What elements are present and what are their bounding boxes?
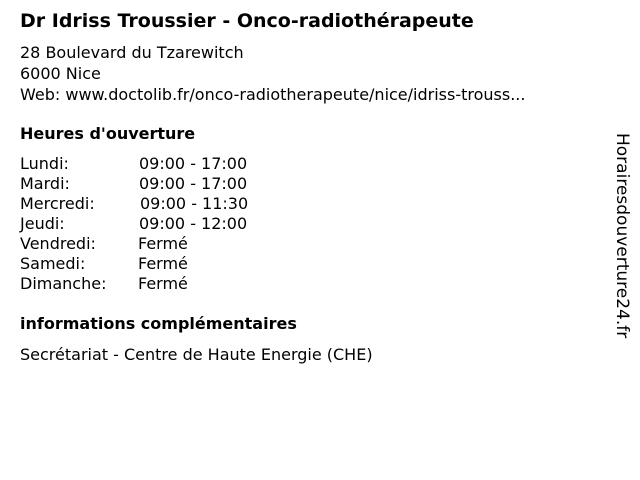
site-watermark: Horairesdouverture24.fr <box>612 133 632 339</box>
day-hours: 09:00 - 17:00 <box>139 174 248 193</box>
day-hours: Fermé <box>138 234 188 253</box>
address-street: 28 Boulevard du Tzarewitch <box>20 43 244 62</box>
info-heading: informations complémentaires <box>20 314 297 333</box>
day-label: Vendredi: <box>20 234 96 253</box>
day-hours: 09:00 - 11:30 <box>140 194 249 213</box>
day-hours: Fermé <box>138 254 188 273</box>
day-hours: 09:00 - 12:00 <box>139 214 248 233</box>
address-city: 6000 Nice <box>20 64 101 83</box>
day-label: Jeudi: <box>20 214 65 233</box>
info-text: Secrétariat - Centre de Haute Energie (CHE) <box>20 345 373 364</box>
page-title: Dr Idriss Troussier - Onco-radiothérapeute <box>20 10 474 32</box>
day-label: Mercredi: <box>20 194 95 213</box>
day-label: Samedi: <box>20 254 86 273</box>
day-label: Lundi: <box>20 154 69 173</box>
day-label: Dimanche: <box>20 274 107 293</box>
day-label: Mardi: <box>20 174 70 193</box>
website-link[interactable]: Web: www.doctolib.fr/onco-radiotherapeute/nice/idriss-trouss... <box>20 85 526 104</box>
day-hours: Fermé <box>138 274 188 293</box>
day-hours: 09:00 - 17:00 <box>139 154 248 173</box>
hours-heading: Heures d'ouverture <box>20 124 196 143</box>
